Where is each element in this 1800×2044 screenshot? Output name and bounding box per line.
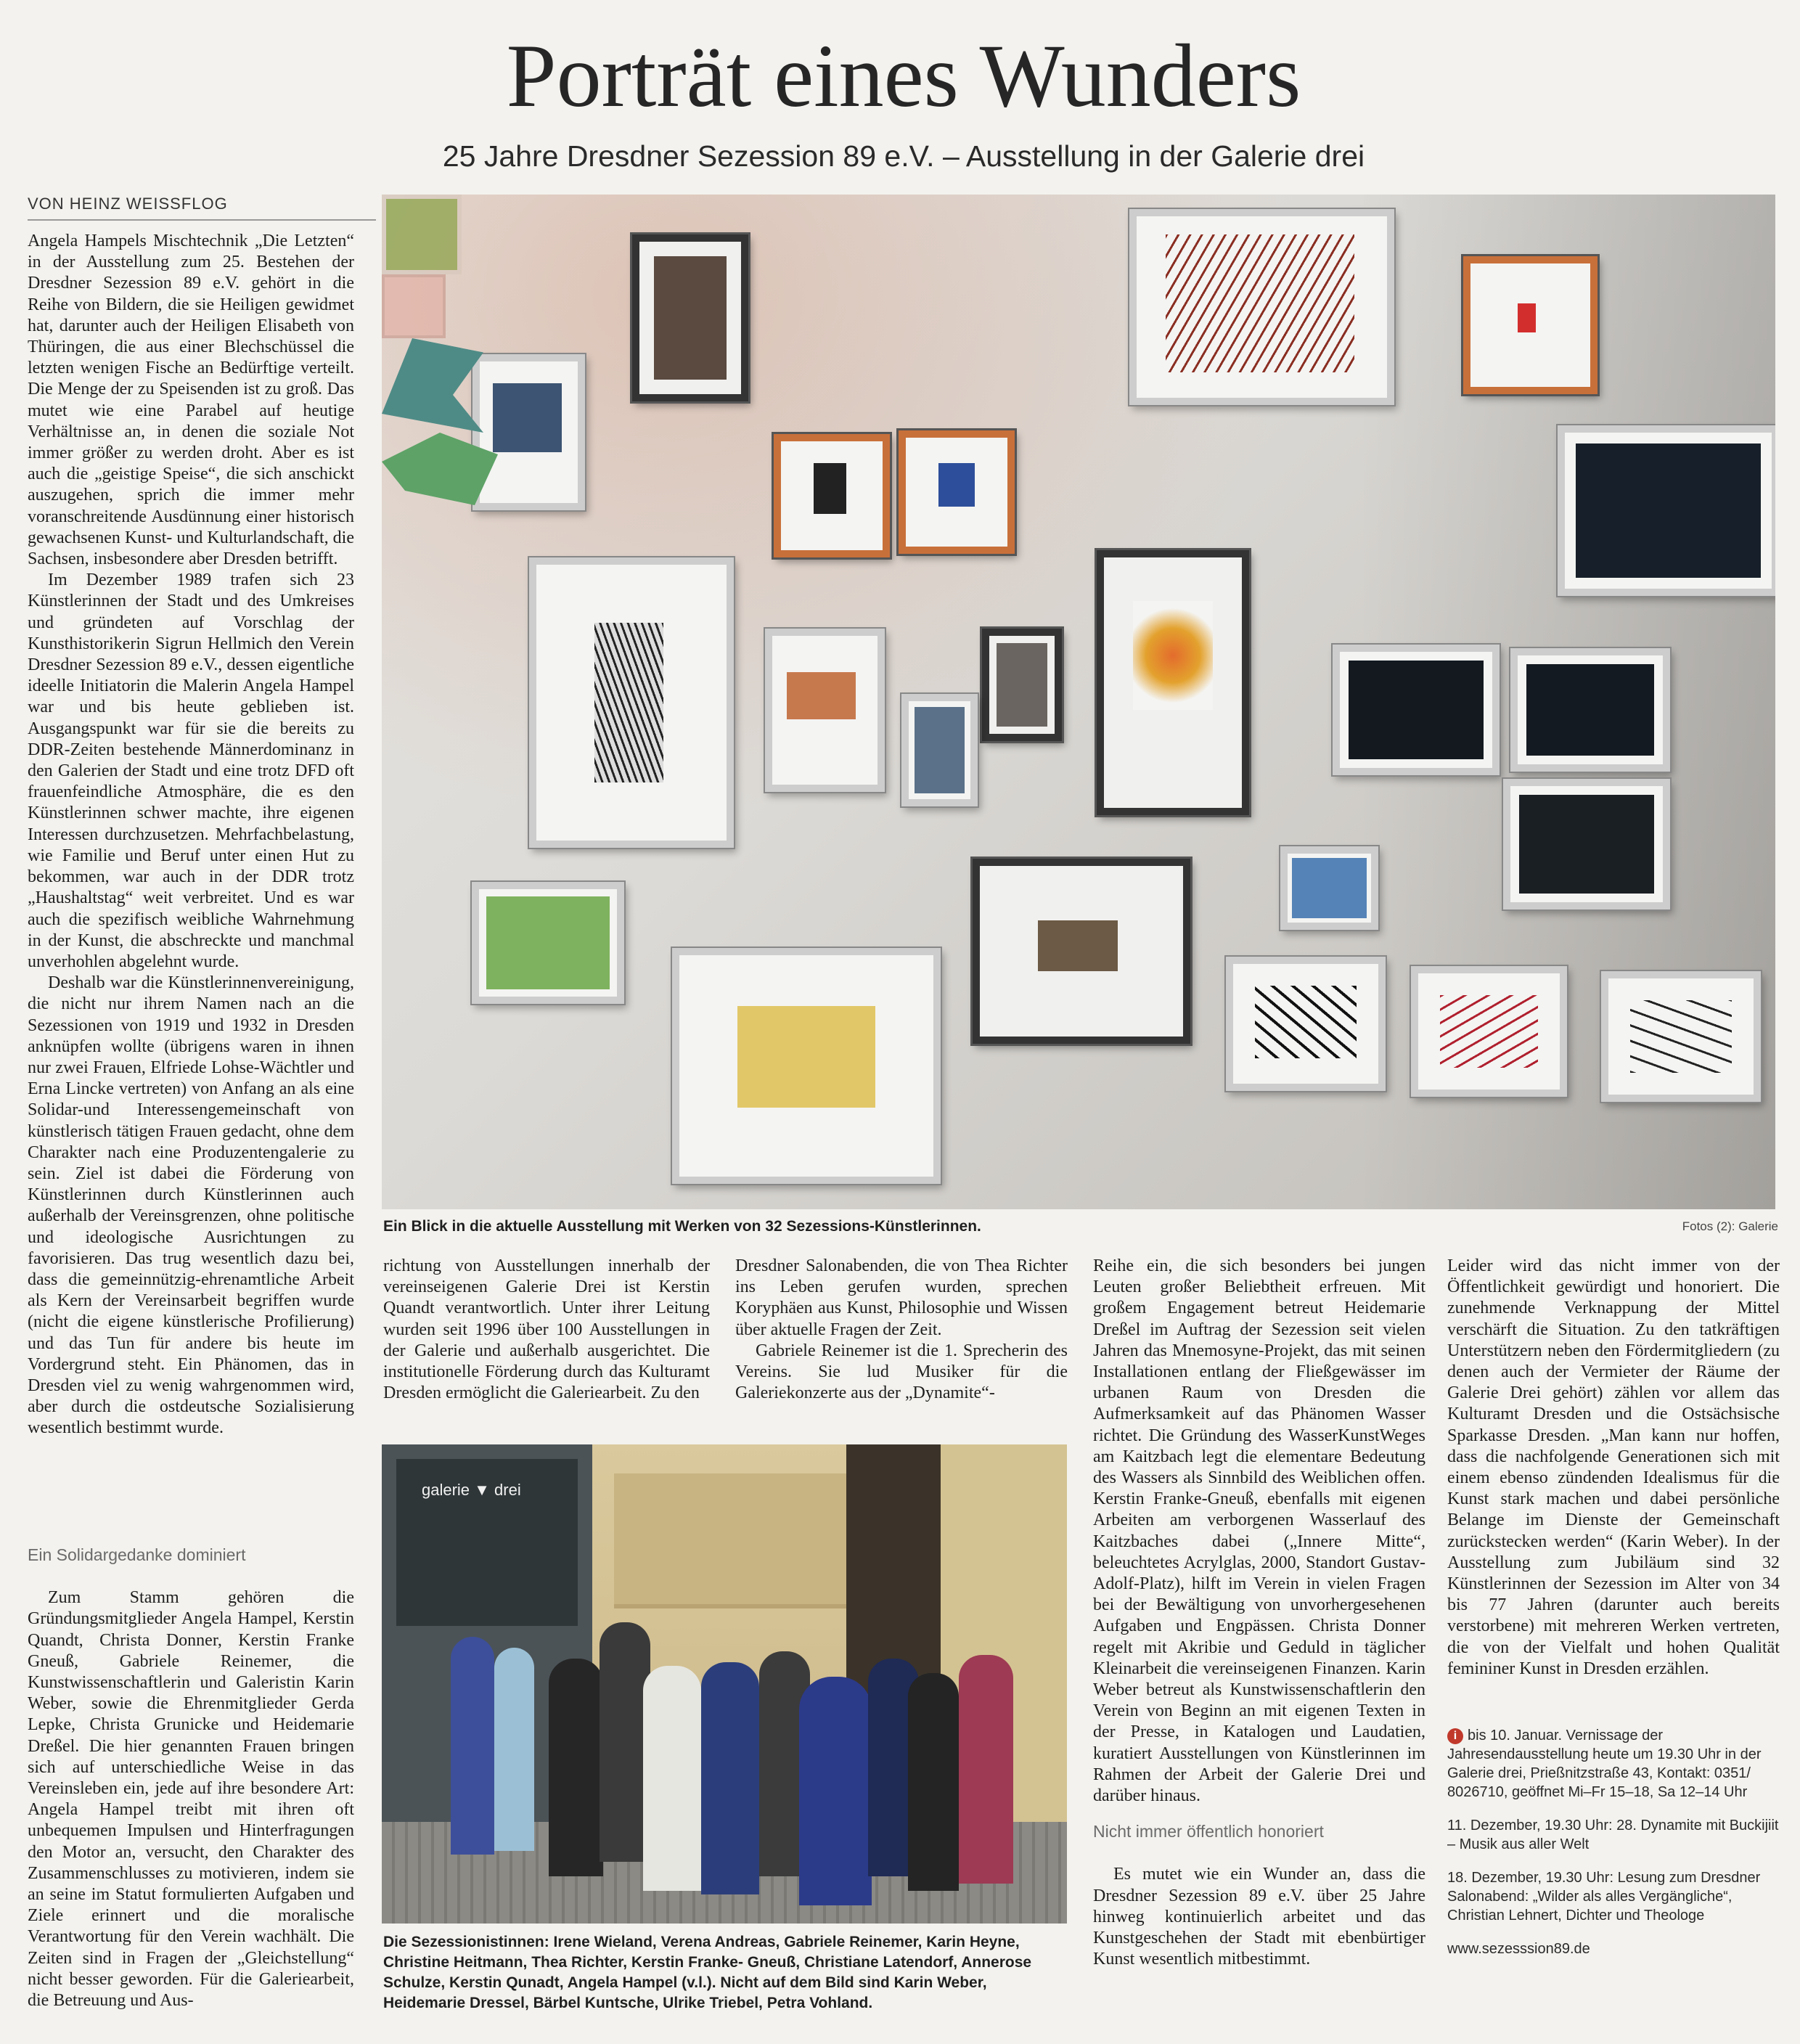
gallery-sign: galerie ▼ drei	[422, 1481, 521, 1499]
section-heading: Nicht immer öffentlich honoriert	[1093, 1822, 1324, 1841]
framed-artwork	[901, 694, 978, 806]
framed-artwork	[672, 948, 941, 1184]
group-of-women	[451, 1608, 1024, 1920]
website-link[interactable]: www.sezesssion89.de	[1447, 1941, 1590, 1957]
framed-artwork	[529, 557, 734, 848]
framed-artwork	[973, 859, 1190, 1044]
article-column-4	[1093, 1256, 1425, 2011]
paragraph: Reihe ein, die sich besonders bei jungen Leuten großer Beliebtheit erfreuen. Mit großem Engagement betreut Heidemarie Dreßel im Auftrag der Sezession seit vielen Jahren das Mnemosyne-Projekt, das mit seinen Installationen entlang der Fließgewässer im urbanen Raum von Dresden die Aufmerksamkeit auf das Phänomen Wasser richtet. Die Gründung des WasserKunstWeges am Kaitzbach legt die elementare Bedeutung des Wassers als Sinnbild des Weiblichen offen. Kerstin Franke-Gneuß, ebenfalls mit eigenen Arbeiten am verborgenen Wasserlauf des Kaitzbaches dabei („Innere Mitte“, beleuchtetes Acrylglas, 2000, Standort Gustav-Adolf-Platz), hilft im Verein in vielen Fragen bei der Bewältigung von unvorhergesehenen Aufgaben und Engpässen. Christa Donner regelt mit Akribie und Geduld in täglicher Kleinarbeit die vereinseigenen Finanzen. Karin Weber betreut als Kunstwissenschaftlerin den Verein von Beginn an mit eigenen Texten in der Presse, in Katalogen und Laudatien, kuratiert Ausstellungen von Künstlerinnen im Rahmen der Arbeit der Galerie Drei und darüber hinaus.	[1093, 1256, 1425, 1806]
info-icon: i	[1447, 1728, 1463, 1744]
framed-artwork	[1097, 550, 1249, 815]
framed-artwork	[982, 629, 1062, 741]
section-heading: Ein Solidargedanke dominiert	[28, 1545, 246, 1564]
photo-credit: Fotos (2): Galerie	[1682, 1219, 1778, 1233]
bleed-through-right	[1524, 0, 1785, 145]
framed-artwork	[774, 434, 890, 557]
photo-caption: Die Sezessionistinnen: Irene Wieland, Verena Andreas, Gabriele Reinemer, Karin Heyne, Christine Heitmann, Thea Richter, Kerstin Franke- Gneuß, Christiane Latendorf, Annerose Schulze, Kerstin Qunadt, Angela Hampel (v.l.). Nicht auf dem Bild sind Karin Weber, Heidemarie Dressel, Bärbel Kuntsche, Ulrike Triebel, Petra Vohland.	[383, 1934, 1032, 2011]
framed-artwork	[899, 430, 1015, 554]
paragraph: Es mutet wie ein Wunder an, dass die Dresdner Sezession 89 e.V. über 25 Jahre hinweg kontinuierlich arbeitet und das Kunstgeschehen der Stadt mit ebenbürtiger Kunst wesentlich mitbestimmt.	[1093, 1865, 1425, 1969]
paragraph: Dresdner Salonabenden, die von Thea Richter ins Leben gerufen wurden, sprechen Koryphäen aus Kunst, Philosophie und Wissen über aktuelle Fragen der Zeit.	[735, 1256, 1068, 1339]
framed-artwork	[1411, 966, 1567, 1097]
headline: Porträt eines Wunders	[506, 26, 1301, 126]
framed-artwork	[1333, 645, 1500, 775]
paragraph: Zum Stamm gehören die Gründungsmitglieder Angela Hampel, Kerstin Quandt, Christa Donner, Kerstin Franke Gneuß, Gabriele Reinemer, die Kunstwissenschaftlerin und Galeristin Karin Weber, sowie die Ehrenmitglieder Gerda Lepke, Christa Grunicke und Heidemarie Dreßel. Die hier genannten Frauen bringen sich auf unterschiedliche Weise in das Vereinsleben ein, jede auf ihre besondere Art: Angela Hampel treibt mit ihren oft unbequemen Impulsen und Hinterfragungen den Motor an, versucht, den Charakter des Zusammenschlusses zu motivieren, indem sie an seine im Statut formulierten Aufgaben und Ziele erinnert und die moralische Verantwortung für den Verein wachhält. Die Zeiten sind in Fragen der „Gleichstellung“ nicht besser geworden. Für die Galeriearbeit, die Betreuung und Aus-	[28, 1588, 354, 2011]
gallery-wall-photo	[382, 195, 1775, 1209]
framed-artwork	[1129, 209, 1394, 405]
subheadline: 25 Jahre Dresdner Sezession 89 e.V. – Ausstellung in der Galerie drei	[442, 139, 1365, 173]
byline: VON HEINZ WEISSFLOG	[28, 195, 376, 221]
paragraph: Gabriele Reinemer ist die 1. Sprecherin des Vereins. Sie lud Musiker für die Galeriekonzerte aus der „Dynamite“-	[735, 1341, 1068, 1403]
event-info-box	[1447, 1726, 1781, 2024]
article-column-2	[383, 1256, 710, 1423]
article-column-3	[735, 1256, 1068, 1423]
paragraph: Leider wird das nicht immer von der Öffentlichkeit gewürdigt und honoriert. Die zunehmende Verknappung der Mittel verschärft die Situation. Zu den tatkräftigen Unterstützern neben den Fördermitgliedern (zu denen auch der Vermieter der Räume der Galerie Drei gehört) zählen vor allem das Kulturamt Dresden und die Ostsächsische Sparkasse Dresden. „Man kann nur hoffen, dass die nachfolgende Generationen sich mit einem ebenso zündenden Idealismus für die Kunst stark machen und dabei persönliche Belange im Dienste der Gemeinschaft zurückstecken werden“ (Karin Weber). In der Ausstellung zum Jubiläum sind 32 Künstlerinnen der Sezession im Alter von 34 bis 77 Jahren (darunter auch bereits verstorbene) mit mehreren Werken vertreten, die von der Vielfalt und hohen Qualität femininer Kunst in Dresden erzählen.	[1447, 1256, 1780, 1678]
framed-artwork	[1601, 971, 1761, 1102]
framed-artwork	[472, 354, 585, 510]
framed-artwork	[1280, 846, 1378, 930]
framed-artwork	[1226, 957, 1386, 1091]
info-line-exhibition: i bis 10. Januar. Vernissage der Jahresendausstellung heute um 19.30 Uhr in der Galerie drei, Prießnitzstraße 43, Kontakt: 0351/ 8026710, geöffnet Mi–Fr 15–18, Sa 12–14 Uhr	[1447, 1728, 1762, 1800]
photo-caption: Ein Blick in die aktuelle Ausstellung mit Werken von 32 Sezessions-Künstlerinnen.	[383, 1218, 981, 1235]
framed-artwork	[765, 629, 885, 792]
paragraph: Angela Hampels Mischtechnik „Die Letzten“ in der Ausstellung zum 25. Bestehen der Dresdner Sezession 89 e.V. gehört in die Reihe von Bildern, die sie Heiligen gewidmet hat, darunter auch der Heiligen Elisabeth von Thüringen, die aus einer Blechschüssel die letzten wenigen Fische an Bedürftige verteilt. Die Menge der zu Speisenden ist zu groß. Das mutet wie eine Parabel auf heutige Verhältnisse an, in denen die soziale Not immer größer zu werden droht. Aber es ist auch die „geistige Speise“, die sich anschickt auszugehen, sprich die immer mehr voranschreitende Ausdünnung einer historisch gewachsenen Kunst- und Kulturlandschaft, die Sachsen, insbesondere aber Dresden betrifft.	[28, 232, 354, 569]
paragraph: Deshalb war die Künstlerinnenvereinigung, die nicht nur ihrem Namen nach an die Sezessionen von 1919 und 1932 in Dresden anknüpfen wollte (übrigens waren in ihnen nur zwei Frauen, Elfriede Lohse-Wächtler und Erna Lincke vertreten) von Anfang an als eine Solidar-und Interessengemeinschaft von künstlerisch tätigen Frauen gedacht, ohne dem Charakter nach eine Produzentengalerie zu sein. Ziel ist dabei die Förderung von Künstlerinnen durch Künstlerinnen auch außerhalb der Vereinsgrenzen, ohne politische und ideologische Ausrichtungen zu favorisieren. Das trug wesentlich dazu bei, dass die gemeinnützig-ehrenamtliche Arbeit als Kern der Vereinsarbeit begriffen wurde (nicht die eigene künstlerische Profilierung) und das Tun für andere bis heute im Vordergrund steht. Ein Phänomen, das in Dresden viel zu wenig wahrgenommen wird, aber durch die ostdeutsche Sozialisierung wesentlich bestimmt wurde.	[28, 973, 354, 1438]
group-photo	[382, 1444, 1067, 1924]
paragraph: richtung von Ausstellungen innerhalb der vereinseigenen Galerie Drei ist Kerstin Quandt verantwortlich. Unter ihrer Leitung wurden seit 1996 über 100 Ausstellungen in der Galerie und außerhalb ausgerichtet. Die institutionelle Förderung durch das Kulturamt Dresden ermöglicht die Galeriearbeit. Zu den	[383, 1256, 710, 1403]
info-line-reading: 18. Dezember, 19.30 Uhr: Lesung zum Dresdner Salonabend: „Wilder als alles Vergängliche“, Christian Lehnert, Dichter und Theologe	[1447, 1870, 1761, 1924]
framed-artwork	[1510, 648, 1670, 772]
article-column-1-continued	[28, 1545, 354, 2024]
framed-artwork	[1558, 425, 1775, 596]
info-line-concert: 11. Dezember, 19.30 Uhr: 28. Dynamite mit Buckijiit – Musik aus aller Welt	[1447, 1818, 1779, 1852]
framed-artwork	[472, 882, 624, 1004]
bleed-through-left	[131, 4, 363, 26]
article-column-5	[1447, 1256, 1780, 1706]
framed-artwork	[1503, 779, 1670, 909]
framed-artwork	[632, 234, 748, 401]
article-column-1	[28, 231, 354, 1530]
framed-artwork	[1463, 256, 1598, 394]
paragraph: Im Dezember 1989 trafen sich 23 Künstlerinnen der Stadt und des Umkreises und gründeten auf Vorschlag der Kunsthistorikerin Sigrun Hellmich den Verein Dresdner Sezession 89 e.V., dessen eigentliche ideelle Initiatorin die Malerin Angela Hampel war und bis heute geblieben ist. Ausgangspunkt war für sie die bereits zu DDR-Zeiten bestehende Männerdominanz in den Galerien der Stadt und eine trotz DFD oft frauenfeindliche Atmosphäre, die es den Künstlerinnen schwer machte, ihre eigenen Interessen durchzusetzen. Mehrfachbelastung, wie Familie und Beruf unter einen Hut zu bekommen, war auch in der DDR trotz „Haushaltstag“ weit verbreitet. Und es war auch die spezifisch weibliche Wahrnehmung in der Kunst, die abschreckte und manchmal unverhohlen abgelehnt wurde.	[28, 571, 354, 971]
